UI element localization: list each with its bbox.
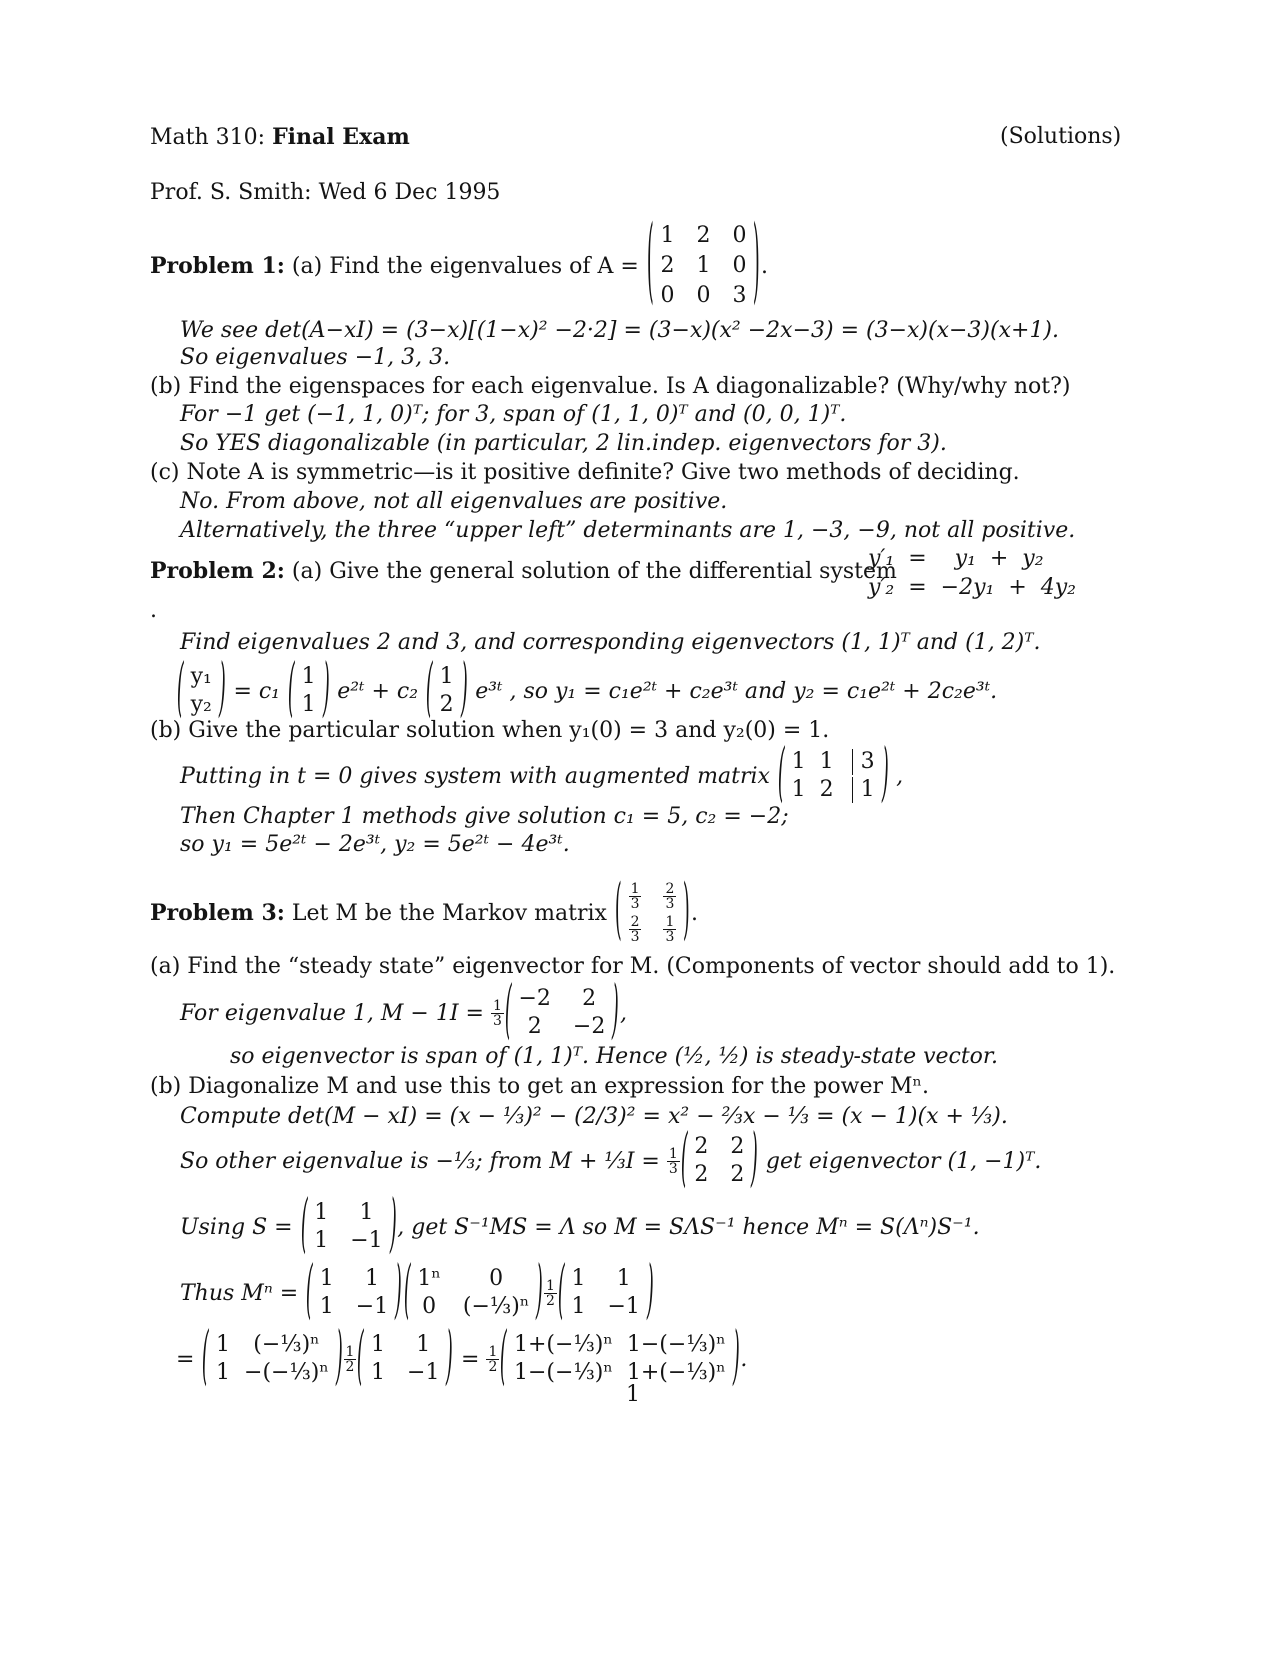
author-line: Prof. S. Smith: Wed 6 Dec 1995 (150, 180, 501, 205)
matrix-cell: 1−(−⅓)ⁿ (626, 1332, 726, 1357)
matrix-cell: 0 (732, 253, 747, 278)
fraction-part: 1 (492, 997, 502, 1014)
augmented-text: Putting in t = 0 gives system with augmented matrix (180, 763, 770, 789)
p3-label: Problem 3: (150, 900, 285, 926)
final-period: . (740, 1346, 748, 1372)
matrix-cell: 1 (319, 1294, 334, 1319)
term-1: e²ᵗ + c₂ (337, 678, 419, 704)
vector-y: ( y₁ y₂ ) (176, 653, 226, 726)
numerator: 2 (665, 881, 675, 897)
markov-fraction (663, 882, 676, 911)
p3-intro-text: Let M be the Markov matrix (291, 900, 607, 926)
other-eigenvalue-text: So other eigenvalue is −⅓; from M + ⅓I = (180, 1148, 660, 1174)
p1-b-question: (b) Find the eigenspaces for each eigenvalue. Is A diagonalizable? (Why/why not?) (150, 374, 1071, 399)
fraction-part: 3 (492, 1012, 502, 1029)
p3-b-solution-3 (180, 1189, 980, 1262)
matrix-A: ( 1 2 0 2 1 0 0 0 3 ) (646, 211, 761, 317)
matrix-cell: 2 (527, 1014, 542, 1039)
matrix-cell: 1 (216, 1360, 231, 1385)
matrix-cell: 0 (696, 283, 711, 308)
frac-half-c (486, 1345, 499, 1374)
matrix-cell: 1 (616, 1266, 631, 1291)
matrix-cell: 1 (314, 1200, 329, 1225)
matrix-cell: 1+(−⅓)ⁿ (514, 1332, 613, 1357)
p1-label: Problem 1: (150, 253, 285, 279)
diagonalize-text: , get S⁻¹MS = Λ so M = SΛS⁻¹ hence Mⁿ = S(Λⁿ)S⁻¹. (397, 1214, 980, 1240)
matrix-cell: 1 (314, 1228, 329, 1253)
matrix-cell: 1 (359, 1200, 374, 1225)
p2-b-solution-2: Then Chapter 1 methods give solution c₁ = 5, c₂ = −2; (180, 804, 789, 829)
p3-a-solution-1: For eigenvalue 1, M − 1I = $\frac{1}{3}$ ( −2 2 2 −2 ) , (180, 975, 627, 1048)
p1-c-question: (c) Note A is symmetric—is it positive definite? Give two methods of deciding. (150, 460, 1020, 485)
matrix-cell: 0 (422, 1294, 437, 1319)
p2-b-question: (b) Give the particular solution when y₁(0) = 3 and y₂(0) = 1. (150, 718, 830, 743)
frac-third-b (667, 1147, 680, 1176)
p2-a-question: (a) Give the general solution of the differential system (291, 559, 897, 584)
frac-half-b (344, 1345, 357, 1374)
p2-question-a (150, 560, 897, 583)
denominator: 3 (630, 896, 640, 912)
eq-c1: = c₁ (233, 678, 281, 704)
matrix-lambda-n: ( 1ⁿ 0 0 (−⅓)ⁿ ) (403, 1255, 544, 1328)
matrix-cell: 1 (371, 1332, 386, 1357)
matrix-cell: 1 (852, 777, 875, 803)
p1-b-solution-1: For −1 get (−1, 1, 0)ᵀ; for 3, span of (1, 1, 0)ᵀ and (0, 0, 1)ᵀ. (180, 402, 847, 427)
p1-a-solution-2: So eigenvalues −1, 3, 3. (180, 345, 451, 370)
matrix-cell: −2 (572, 1014, 606, 1039)
stray-dot: . (150, 598, 157, 623)
aug-comma: , (896, 763, 904, 789)
matrix-S-inverse: ( 1 1 1 −1 ) (557, 1255, 654, 1328)
matrix-cell: 1−(−⅓)ⁿ (514, 1360, 613, 1385)
matrix-m-minus-i: ( −2 2 2 −2 ) (504, 975, 620, 1048)
m-minus-i-text: For eigenvalue 1, M − 1I = (180, 1000, 484, 1026)
system-eq-1: y′₁ = y₁ + y₂ (868, 546, 1044, 571)
markov-matrix: ( $\frac{1}{3}$ $\frac{2}{3}$ $\frac{2}{3}$ $\frac{1}{3}$ ) (614, 874, 691, 949)
matrix-S: ( 1 1 1 −1 ) (300, 1189, 397, 1262)
eigenvector-text: get eigenvector (1, −1)ᵀ. (765, 1148, 1042, 1174)
matrix-product-1: ( 1 (−⅓)ⁿ 1 −(−⅓)ⁿ ) (202, 1321, 343, 1394)
course-title (150, 126, 410, 149)
denominator: 3 (665, 896, 675, 912)
markov-fraction (629, 882, 642, 911)
matrix-cell: 0 (732, 223, 747, 248)
matrix-cell: 2 (694, 1134, 709, 1159)
augmented-matrix: ( 1 1 3 1 2 1 ) (777, 738, 889, 811)
matrix-m-plus-third: ( 2 2 2 2 ) (680, 1123, 759, 1196)
term-2: e³ᵗ , so y₁ = c₁e²ᵗ + c₂e³ᵗ and y₂ = c₁e²ᵗ + 2c₂e³ᵗ. (475, 678, 998, 704)
matrix-cell: 1 (216, 1332, 231, 1357)
fraction-part: 3 (668, 1160, 678, 1177)
numerator: 1 (665, 914, 675, 930)
matrix-cell: 1 (819, 749, 834, 774)
p1-b-solution-2: So YES diagonalizable (in particular, 2 lin.indep. eigenvectors for 3). (180, 431, 947, 456)
matrix-S-inverse-2: ( 1 1 1 −1 ) (357, 1321, 454, 1394)
matrix-cell: 2 (439, 692, 454, 717)
frac-half-a (544, 1279, 557, 1308)
numerator: 2 (630, 914, 640, 930)
vector-1-1: ( 1 1 ) (287, 653, 330, 726)
p3-b-solution-1: Compute det(M − xI) = (x − ⅓)² − (2/3)² = x² − ⅔x − ⅓ = (x − 1)(x + ⅓). (180, 1104, 1008, 1129)
matrix-cell: 2 (730, 1134, 745, 1159)
matrix-cell: −1 (407, 1360, 440, 1385)
matrix-cell: −1 (607, 1294, 640, 1319)
p3-a-solution-2: so eigenvector is span of (1, 1)ᵀ. Hence (½, ½) is steady-state vector. (230, 1044, 999, 1069)
matrix-cell: 3 (852, 749, 875, 775)
denominator: 3 (630, 929, 640, 945)
page-number: 1 (626, 1382, 640, 1407)
matrix-cell: 2 (582, 986, 597, 1011)
fraction-part: 1 (488, 1343, 498, 1360)
matrix-cell: 1 (571, 1294, 586, 1319)
p1-a-solution-1: We see det(A−xI) = (3−x)[(1−x)² −2·2] = (3−x)(x² −2x−3) = (3−x)(x−3)(x+1). (180, 318, 1060, 343)
matrix-cell: 1 (371, 1360, 386, 1385)
matrix-cell: 1 (791, 777, 806, 802)
p1-c-solution-1: No. From above, not all eigenvalues are positive. (180, 489, 728, 514)
exam-label: Final Exam (272, 124, 410, 150)
thus-mn-text: Thus Mⁿ = (180, 1280, 299, 1306)
matrix-cell: 1+(−⅓)ⁿ (626, 1360, 726, 1385)
p1-c-solution-2: Alternatively, the three “upper left” determinants are 1, −3, −9, not all positive. (180, 518, 1076, 543)
numerator: 1 (630, 881, 640, 897)
matrix-cell: −(−⅓)ⁿ (244, 1360, 329, 1385)
matrix-cell: 1 (791, 749, 806, 774)
matrix-cell: 0 (660, 283, 675, 308)
matrix-S-again: ( 1 1 1 −1 ) (306, 1255, 402, 1328)
matrix-cell: 3 (732, 283, 747, 308)
matrix-cell: 2 (694, 1162, 709, 1187)
p3-a-question: (a) Find the “steady state” eigenvector for M. (Components of vector should add to 1). (150, 954, 1116, 979)
matrix-cell: 1 (571, 1266, 586, 1291)
matrix-cell: (−⅓)ⁿ (462, 1294, 530, 1319)
p3-final-line (176, 1321, 748, 1394)
course-label: Math 310: (150, 125, 266, 150)
markov-fraction (663, 915, 676, 944)
matrix-cell: 2 (819, 777, 834, 802)
matrix-cell: 1 (301, 692, 316, 717)
p2-label: Problem 2: (150, 558, 285, 584)
matrix-cell: −1 (355, 1294, 389, 1319)
solutions-label: (Solutions) (1000, 124, 1122, 149)
matrix-cell: 1 (439, 664, 454, 689)
eq-1: = (176, 1346, 195, 1372)
fraction-part: 1 (668, 1145, 678, 1162)
matrix-cell: 2 (696, 223, 711, 248)
matrix-cell: 1 (364, 1266, 379, 1291)
matrix-cell: 2 (660, 253, 675, 278)
matrix-cell: 1 (301, 664, 316, 689)
matrix-cell: 1 (696, 253, 711, 278)
using-s-text: Using S = (180, 1214, 293, 1240)
p1-question-a: Problem 1: (a) Find the eigenvalues of A = ( 1 2 0 2 1 0 0 0 3 ) . (150, 211, 769, 317)
matrix-cell: y₂ (190, 692, 212, 717)
matrix-cell: 1ⁿ (417, 1266, 441, 1291)
matrix-result: ( 1+(−⅓)ⁿ 1−(−⅓)ⁿ 1−(−⅓)ⁿ 1+(−⅓)ⁿ ) (500, 1321, 740, 1394)
p3-thus-line (180, 1255, 655, 1328)
p3-b-question: (b) Diagonalize M and use this to get an expression for the power Mⁿ. (150, 1074, 930, 1099)
matrix-cell: y₁ (190, 664, 212, 689)
eq-2: = (461, 1346, 480, 1372)
p2-b-solution-1 (180, 738, 904, 811)
matrix-cell: 0 (489, 1266, 504, 1291)
fraction-part: 2 (345, 1358, 355, 1375)
vector-1-2: ( 1 2 ) (425, 653, 468, 726)
matrix-cell: 1 (319, 1266, 334, 1291)
denominator: 3 (665, 929, 675, 945)
fraction-part: 2 (488, 1358, 498, 1375)
matrix-cell: −1 (350, 1228, 383, 1253)
p1-a-question: (a) Find the eigenvalues of A = (291, 253, 639, 279)
frac-third-a (491, 999, 504, 1028)
p2-b-solution-3: so y₁ = 5e²ᵗ − 2e³ᵗ, y₂ = 5e²ᵗ − 4e³ᵗ. (180, 832, 570, 857)
markov-fraction (629, 915, 642, 944)
matrix-cell: 2 (730, 1162, 745, 1187)
matrix-cell: (−⅓)ⁿ (253, 1332, 320, 1357)
p3-b-solution-2 (180, 1123, 1042, 1196)
p3-intro: Problem 3: Let M be the Markov matrix ( $\frac{1}{3}$ $\frac{2}{3}$ $\frac{2}{3}$ $\frac{1}{3}$ ) . (150, 874, 698, 949)
p2-general-solution (176, 653, 998, 726)
system-eq-2: y′₂ = −2y₁ + 4y₂ (868, 575, 1076, 600)
fraction-part: 1 (345, 1343, 355, 1360)
matrix-cell: 1 (416, 1332, 431, 1357)
p2-a-solution-1: Find eigenvalues 2 and 3, and corresponding eigenvectors (1, 1)ᵀ and (1, 2)ᵀ. (180, 630, 1041, 655)
fraction-part: 1 (545, 1277, 555, 1294)
matrix-cell: −2 (518, 986, 551, 1011)
fraction-part: 2 (545, 1292, 555, 1309)
matrix-cell: 1 (660, 223, 675, 248)
